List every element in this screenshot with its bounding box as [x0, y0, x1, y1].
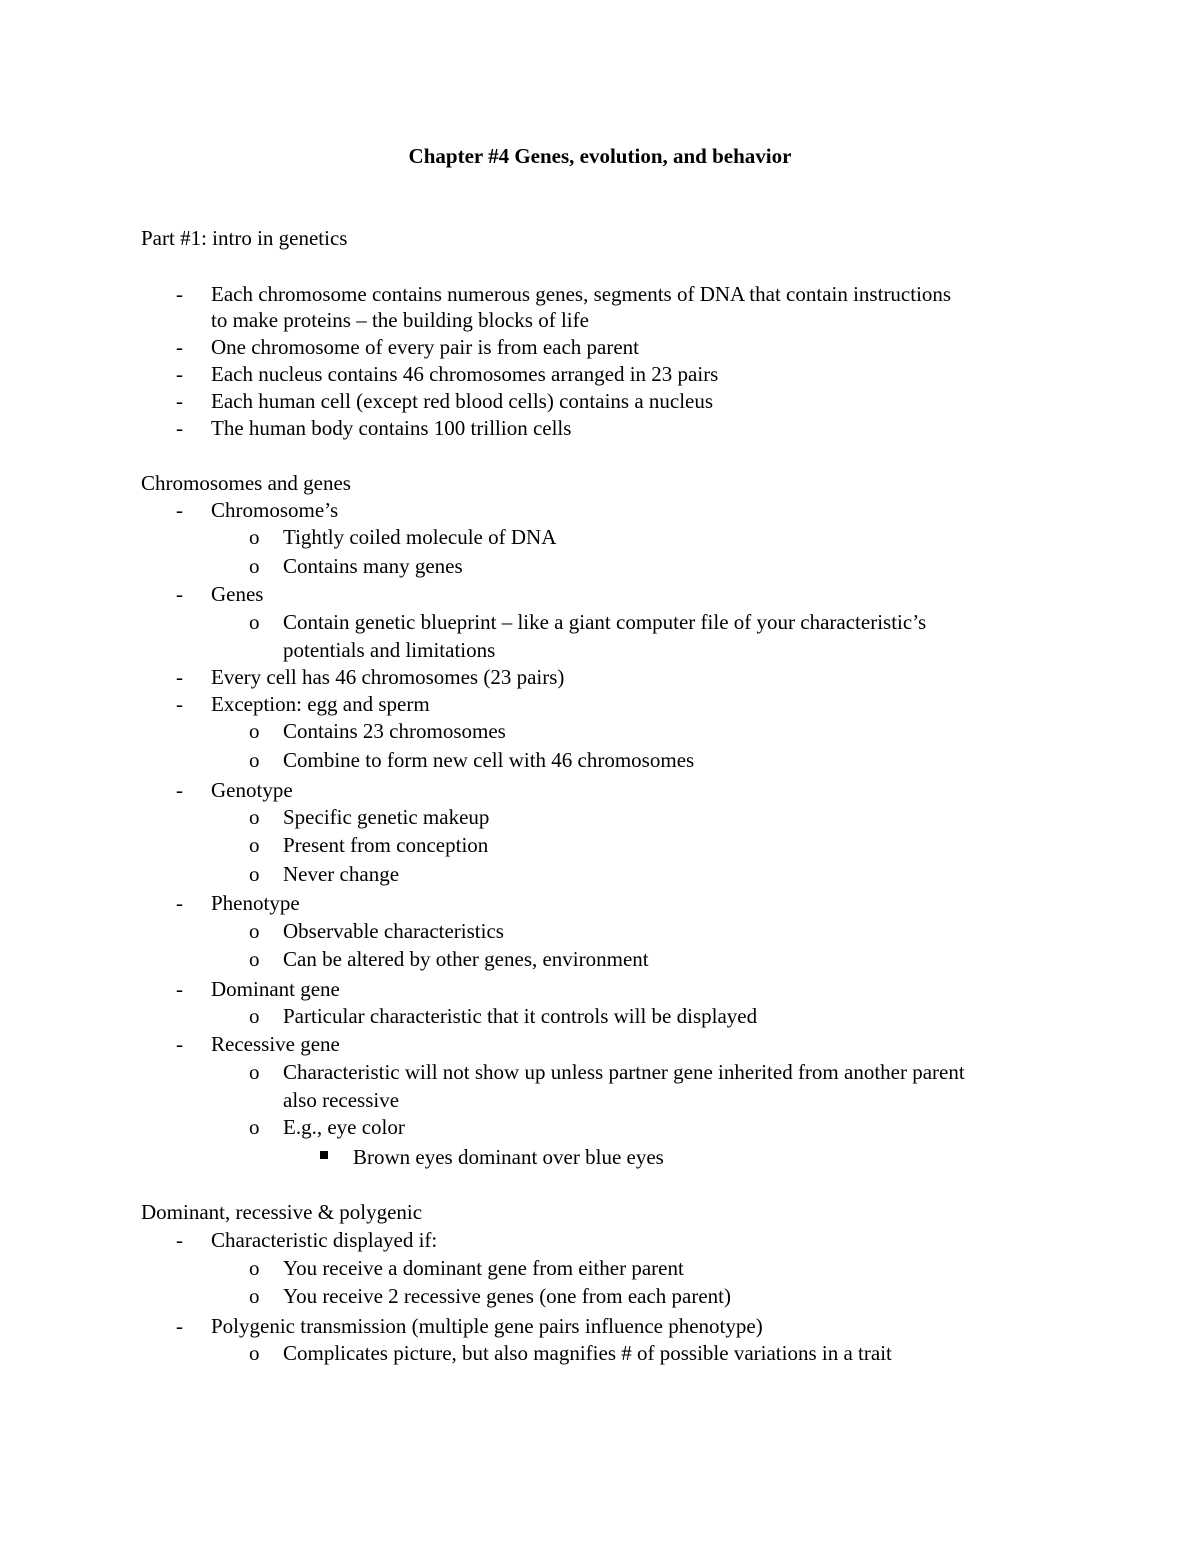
dash-bullet: -	[176, 282, 183, 306]
sub-list-item: Contains 23 chromosomes	[283, 719, 506, 743]
dash-bullet: -	[176, 335, 183, 359]
circle-bullet: o	[249, 748, 260, 772]
circle-bullet: o	[249, 1004, 260, 1028]
section-heading-chromosomes: Chromosomes and genes	[141, 471, 351, 495]
dash-bullet: -	[176, 665, 183, 689]
circle-bullet: o	[249, 862, 260, 886]
circle-bullet: o	[249, 919, 260, 943]
list-item-continuation: to make proteins – the building blocks of life	[211, 308, 589, 332]
circle-bullet: o	[249, 1060, 260, 1084]
list-item: Each human cell (except red blood cells) contains a nucleus	[211, 389, 714, 413]
dash-bullet: -	[176, 362, 183, 386]
list-item: Characteristic displayed if:	[211, 1228, 438, 1252]
sub-list-item: Characteristic will not show up unless partner gene inherited from another parent	[283, 1060, 965, 1084]
list-item: Polygenic transmission (multiple gene pairs influence phenotype)	[211, 1314, 763, 1338]
dash-bullet: -	[176, 582, 183, 606]
sub-list-item: Particular characteristic that it controls will be displayed	[283, 1004, 758, 1028]
dash-bullet: -	[176, 389, 183, 413]
dash-bullet: -	[176, 692, 183, 716]
circle-bullet: o	[249, 610, 260, 634]
list-item: One chromosome of every pair is from each parent	[211, 335, 639, 359]
dash-bullet: -	[176, 891, 183, 915]
list-item: Phenotype	[211, 891, 300, 915]
circle-bullet: o	[249, 1341, 260, 1365]
sub-list-item: Contains many genes	[283, 554, 463, 578]
dash-bullet: -	[176, 977, 183, 1001]
circle-bullet: o	[249, 947, 260, 971]
dash-bullet: -	[176, 1228, 183, 1252]
list-item: Chromosome’s	[211, 498, 339, 522]
list-item: Each chromosome contains numerous genes, segments of DNA that contain instructions	[211, 282, 952, 306]
list-item: Genotype	[211, 778, 293, 802]
dash-bullet: -	[176, 1314, 183, 1338]
list-item: Dominant gene	[211, 977, 340, 1001]
dash-bullet: -	[176, 778, 183, 802]
sub-list-item: Present from conception	[283, 833, 489, 857]
sub-list-item: E.g., eye color	[283, 1115, 405, 1139]
section-heading-dominant: Dominant, recessive & polygenic	[141, 1200, 423, 1224]
sub-list-item-continuation: potentials and limitations	[283, 638, 496, 662]
dash-bullet: -	[176, 498, 183, 522]
circle-bullet: o	[249, 1115, 260, 1139]
sub-list-item: Complicates picture, but also magnifies # of possible variations in a trait	[283, 1341, 892, 1365]
sub-list-item: Observable characteristics	[283, 919, 504, 943]
square-bullet-icon	[320, 1151, 328, 1159]
sub-sub-list-item: Brown eyes dominant over blue eyes	[353, 1145, 664, 1169]
sub-list-item: You receive 2 recessive genes (one from each parent)	[283, 1284, 732, 1308]
sub-list-item: Contain genetic blueprint – like a giant computer file of your characteristic’s	[283, 610, 927, 634]
sub-list-item: You receive a dominant gene from either parent	[283, 1256, 684, 1280]
sub-list-item: Never change	[283, 862, 400, 886]
list-item: The human body contains 100 trillion cells	[211, 416, 572, 440]
circle-bullet: o	[249, 805, 260, 829]
dash-bullet: -	[176, 416, 183, 440]
circle-bullet: o	[249, 1256, 260, 1280]
dash-bullet: -	[176, 1032, 183, 1056]
sub-list-item: Specific genetic makeup	[283, 805, 490, 829]
list-item: Recessive gene	[211, 1032, 340, 1056]
circle-bullet: o	[249, 833, 260, 857]
list-item: Genes	[211, 582, 264, 606]
list-item: Every cell has 46 chromosomes (23 pairs)	[211, 665, 565, 689]
circle-bullet: o	[249, 525, 260, 549]
section-heading-part1: Part #1: intro in genetics	[141, 226, 348, 250]
sub-list-item: Can be altered by other genes, environment	[283, 947, 649, 971]
circle-bullet: o	[249, 719, 260, 743]
list-item: Each nucleus contains 46 chromosomes arranged in 23 pairs	[211, 362, 719, 386]
circle-bullet: o	[249, 554, 260, 578]
sub-list-item: Combine to form new cell with 46 chromosomes	[283, 748, 695, 772]
sub-list-item: Tightly coiled molecule of DNA	[283, 525, 557, 549]
circle-bullet: o	[249, 1284, 260, 1308]
list-item: Exception: egg and sperm	[211, 692, 430, 716]
sub-list-item-continuation: also recessive	[283, 1088, 400, 1112]
document-title: Chapter #4 Genes, evolution, and behavior	[408, 144, 792, 168]
